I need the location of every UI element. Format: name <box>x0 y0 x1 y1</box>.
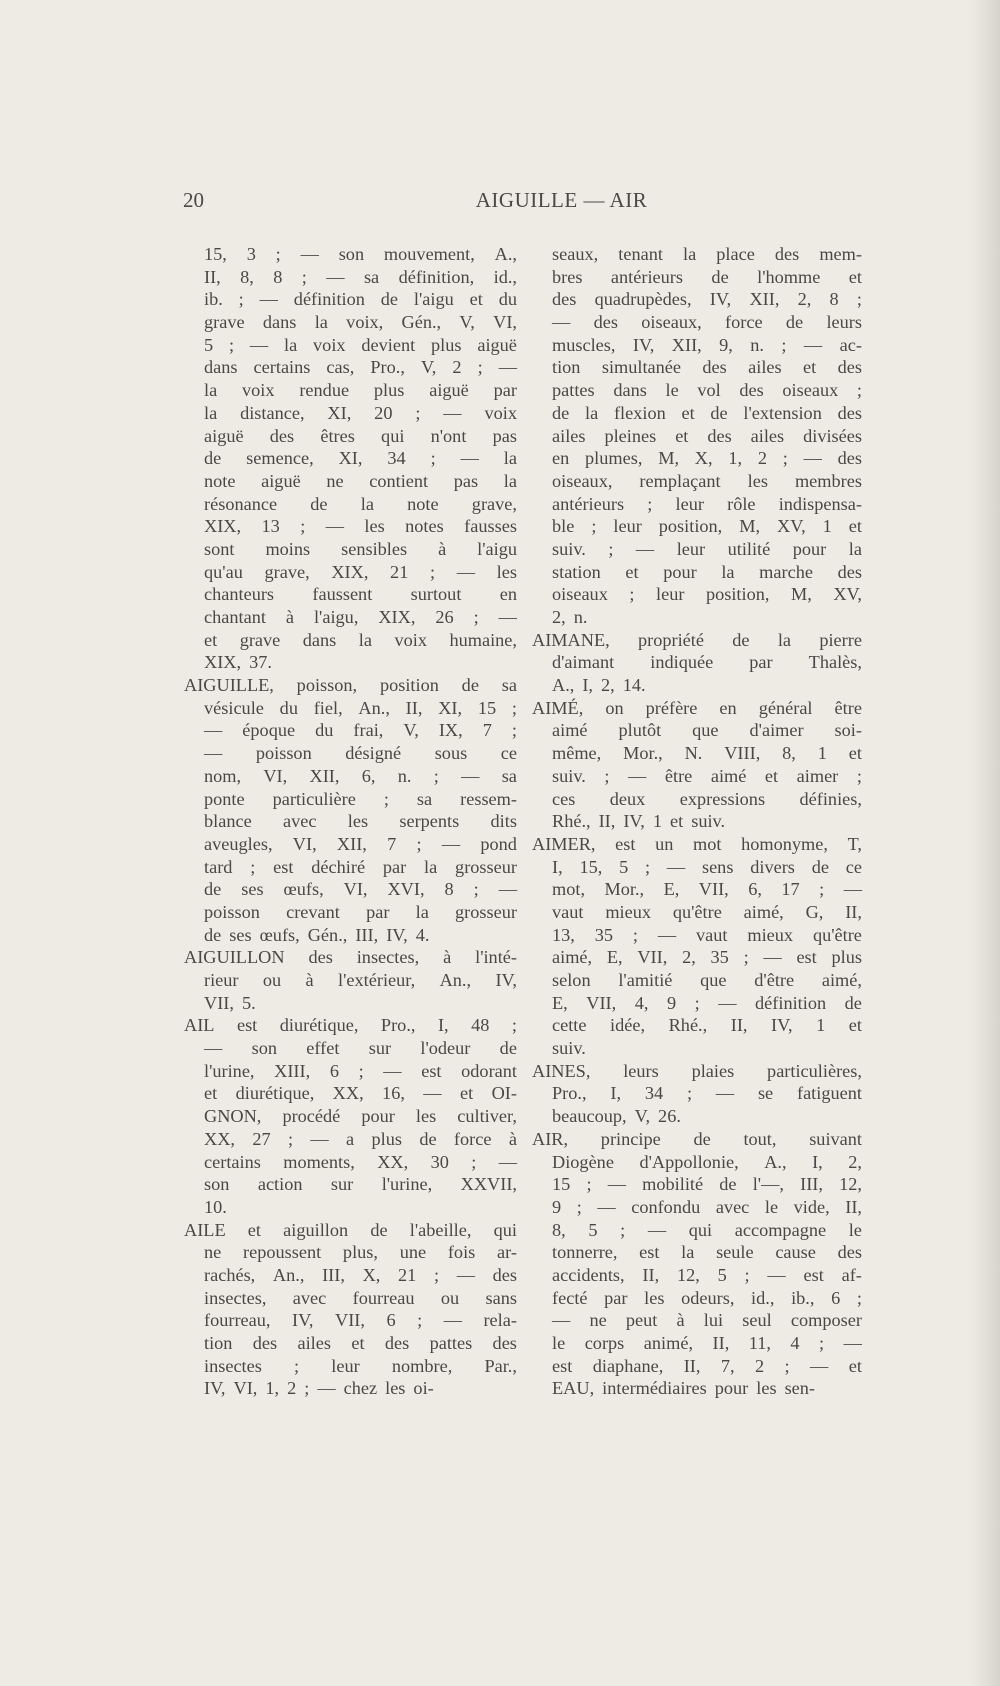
text-line: AIGUILLON des insectes, à l'inté- <box>184 947 517 968</box>
text-line: en plumes, M, X, 1, 2 ; — des <box>552 448 862 469</box>
text-line: suiv. ; — leur utilité pour la <box>552 538 862 559</box>
text-line: suiv. <box>552 1038 586 1059</box>
text-line: ib. ; — définition de l'aigu et du <box>204 289 517 310</box>
text-line: EAU, intermédiaires pour les sen- <box>552 1378 816 1399</box>
index-entry <box>532 243 862 629</box>
text-line: AIR, principe de tout, suivant <box>532 1128 862 1149</box>
text-line: aiguë des êtres qui n'ont pas <box>204 425 517 446</box>
text-line: certains moments, XX, 30 ; — <box>204 1151 517 1172</box>
text-line: — ne peut à lui seul composer <box>552 1310 862 1331</box>
text-line: et diurétique, XX, 16, — et OI- <box>204 1083 517 1104</box>
text-line: AIL est diurétique, Pro., I, 48 ; <box>184 1015 517 1036</box>
text-line: son action sur l'urine, XXVII, <box>204 1174 517 1195</box>
right-column <box>532 243 862 1400</box>
text-line: 10. <box>204 1196 227 1217</box>
text-line: fecté par les odeurs, id., ib., 6 ; <box>552 1287 862 1308</box>
text-line: est diaphane, II, 7, 2 ; — et <box>552 1355 862 1376</box>
text-line: dans certains cas, Pro., V, 2 ; — <box>204 357 517 378</box>
text-line: et grave dans la voix humaine, <box>204 629 517 650</box>
index-entry <box>184 946 517 1014</box>
text-line: mot, Mor., E, VII, 6, 17 ; — <box>552 879 862 900</box>
page-edge-shadow <box>970 0 1000 1686</box>
text-line: AINES, leurs plaies particulières, <box>532 1060 862 1081</box>
text-line: — poisson désigné sous ce <box>204 743 517 764</box>
text-line: station et pour la marche des <box>552 561 862 582</box>
text-line: oiseaux ; leur position, M, XV, <box>552 584 862 605</box>
text-line: chantant à l'aigu, XIX, 26 ; — <box>204 607 517 627</box>
running-head: AIGUILLE — AIR <box>475 188 648 212</box>
text-line: XX, 27 ; — a plus de force à <box>204 1128 517 1149</box>
text-line: ne repoussent plus, une fois ar- <box>204 1242 517 1263</box>
text-line: AIGUILLE, poisson, position de sa <box>184 675 517 696</box>
text-line: AIMANE, propriété de la pierre <box>532 629 862 650</box>
text-line: note aiguë ne contient pas la <box>204 470 517 491</box>
text-line: I, 15, 5 ; — sens divers de ce <box>552 856 862 877</box>
text-line: blance avec les serpents dits <box>204 811 517 832</box>
text-line: muscles, IV, XII, 9, n. ; — ac- <box>552 334 862 355</box>
text-line: AIMER, est un mot homonyme, T, <box>532 833 862 854</box>
text-line: insectes, avec fourreau ou sans <box>204 1287 517 1308</box>
text-line: Rhé., II, IV, 1 et suiv. <box>552 811 726 832</box>
text-line: d'aimant indiquée par Thalès, <box>552 652 862 673</box>
index-entry <box>532 1060 862 1128</box>
text-line: beaucoup, V, 26. <box>552 1106 681 1127</box>
page-header <box>183 188 940 218</box>
text-line: tion des ailes et des pattes des <box>204 1333 517 1353</box>
text-line: de semence, XI, 34 ; — la <box>204 448 517 469</box>
text-line: tonnerre, est la seule cause des <box>552 1242 862 1263</box>
text-line: pattes dans le vol des oiseaux ; <box>552 380 862 401</box>
text-line: 8, 5 ; — qui accompagne le <box>552 1219 862 1240</box>
text-line: XIX, 37. <box>204 652 272 673</box>
text-line: sont moins sensibles à l'aigu <box>204 538 517 559</box>
text-line: ailes pleines et des ailes divisées <box>552 425 862 446</box>
text-line: XIX, 13 ; — les notes fausses <box>204 516 517 537</box>
index-entry <box>532 1128 862 1400</box>
text-line: E, VII, 4, 9 ; — définition de <box>552 992 862 1013</box>
text-line: 2, n. <box>552 607 588 627</box>
text-line: ponte particulière ; sa ressem- <box>204 788 517 809</box>
text-line: ces deux expressions définies, <box>552 788 862 809</box>
text-line: IV, VI, 1, 2 ; — chez les oi- <box>204 1378 434 1399</box>
text-line: l'urine, XIII, 6 ; — est odorant <box>204 1060 517 1081</box>
text-line: de la flexion et de l'extension des <box>552 402 862 423</box>
text-line: la voix rendue plus aiguë par <box>204 380 517 401</box>
text-line: chanteurs faussent surtout en <box>204 584 517 605</box>
text-line: GNON, procédé pour les cultiver, <box>204 1106 517 1127</box>
text-line: A., I, 2, 14. <box>552 675 646 696</box>
text-line: tard ; est déchiré par la grosseur <box>204 856 517 877</box>
text-line: même, Mor., N. VIII, 8, 1 et <box>552 743 862 764</box>
text-line: fourreau, IV, VII, 6 ; — rela- <box>204 1310 517 1331</box>
text-line: selon l'amitié que d'être aimé, <box>552 970 862 990</box>
text-line: 15, 3 ; — son mouvement, A., <box>204 244 517 264</box>
text-line: antérieurs ; leur rôle indispensa- <box>552 493 862 514</box>
text-line: oiseaux, remplaçant les membres <box>552 470 862 491</box>
text-line: bres antérieurs de l'homme et <box>552 266 862 287</box>
text-line: Pro., I, 34 ; — se fatiguent <box>552 1083 862 1104</box>
text-line: 9 ; — confondu avec le vide, II, <box>552 1196 862 1217</box>
text-line: vésicule du fiel, An., II, XI, 15 ; <box>204 697 517 718</box>
left-column <box>184 243 517 1400</box>
text-line: 5 ; — la voix devient plus aiguë <box>204 334 517 355</box>
text-line: ble ; leur position, M, XV, 1 et <box>552 516 862 537</box>
text-line: suiv. ; — être aimé et aimer ; <box>552 765 862 786</box>
page-number: 20 <box>183 188 204 212</box>
index-entry <box>184 674 517 946</box>
text-line: 15 ; — mobilité de l'—, III, 12, <box>552 1174 862 1195</box>
text-line: 13, 35 ; — vaut mieux qu'être <box>552 924 862 945</box>
text-line: aimé plutôt que d'aimer soi- <box>552 720 862 741</box>
index-entry <box>184 1219 517 1401</box>
text-line: — époque du frai, V, IX, 7 ; <box>204 720 517 741</box>
text-line: — des oiseaux, force de leurs <box>552 312 862 333</box>
text-line: II, 8, 8 ; — sa définition, id., <box>204 266 517 287</box>
index-entry <box>184 1014 517 1218</box>
index-entry <box>532 697 862 833</box>
index-entry <box>532 629 862 697</box>
text-line: la distance, XI, 20 ; — voix <box>204 402 517 423</box>
index-entry <box>532 833 862 1060</box>
text-line: grave dans la voix, Gén., V, VI, <box>204 312 517 333</box>
text-line: accidents, II, 12, 5 ; — est af- <box>552 1264 862 1285</box>
text-line: Diogène d'Appollonie, A., I, 2, <box>552 1151 862 1172</box>
text-line: VII, 5. <box>204 992 256 1013</box>
text-line: vaut mieux qu'être aimé, G, II, <box>552 901 862 922</box>
text-line: — son effet sur l'odeur de <box>204 1038 517 1059</box>
text-line: rachés, An., III, X, 21 ; — des <box>204 1264 517 1285</box>
text-line: seaux, tenant la place des mem- <box>552 244 862 264</box>
text-line: poisson crevant par la grosseur <box>204 901 517 922</box>
text-line: qu'au grave, XIX, 21 ; — les <box>204 561 517 582</box>
text-line: nom, VI, XII, 6, n. ; — sa <box>204 765 517 786</box>
text-line: AIMÉ, on préfère en général être <box>532 697 862 718</box>
text-line: rieur ou à l'extérieur, An., IV, <box>204 970 517 990</box>
text-line: le corps animé, II, 11, 4 ; — <box>552 1333 862 1353</box>
text-line: aimé, E, VII, 2, 35 ; — est plus <box>552 947 862 968</box>
text-line: tion simultanée des ailes et des <box>552 357 862 378</box>
text-line: insectes ; leur nombre, Par., <box>204 1355 517 1376</box>
text-line: de ses œufs, VI, XVI, 8 ; — <box>204 879 517 900</box>
text-line: des quadrupèdes, IV, XII, 2, 8 ; <box>552 289 862 310</box>
text-line: AILE et aiguillon de l'abeille, qui <box>184 1219 517 1240</box>
text-line: de ses œufs, Gén., III, IV, 4. <box>204 924 430 945</box>
text-line: aveugles, VI, XII, 7 ; — pond <box>204 833 517 854</box>
index-entry <box>184 243 517 674</box>
text-line: cette idée, Rhé., II, IV, 1 et <box>552 1015 862 1036</box>
text-line: résonance de la note grave, <box>204 493 517 514</box>
